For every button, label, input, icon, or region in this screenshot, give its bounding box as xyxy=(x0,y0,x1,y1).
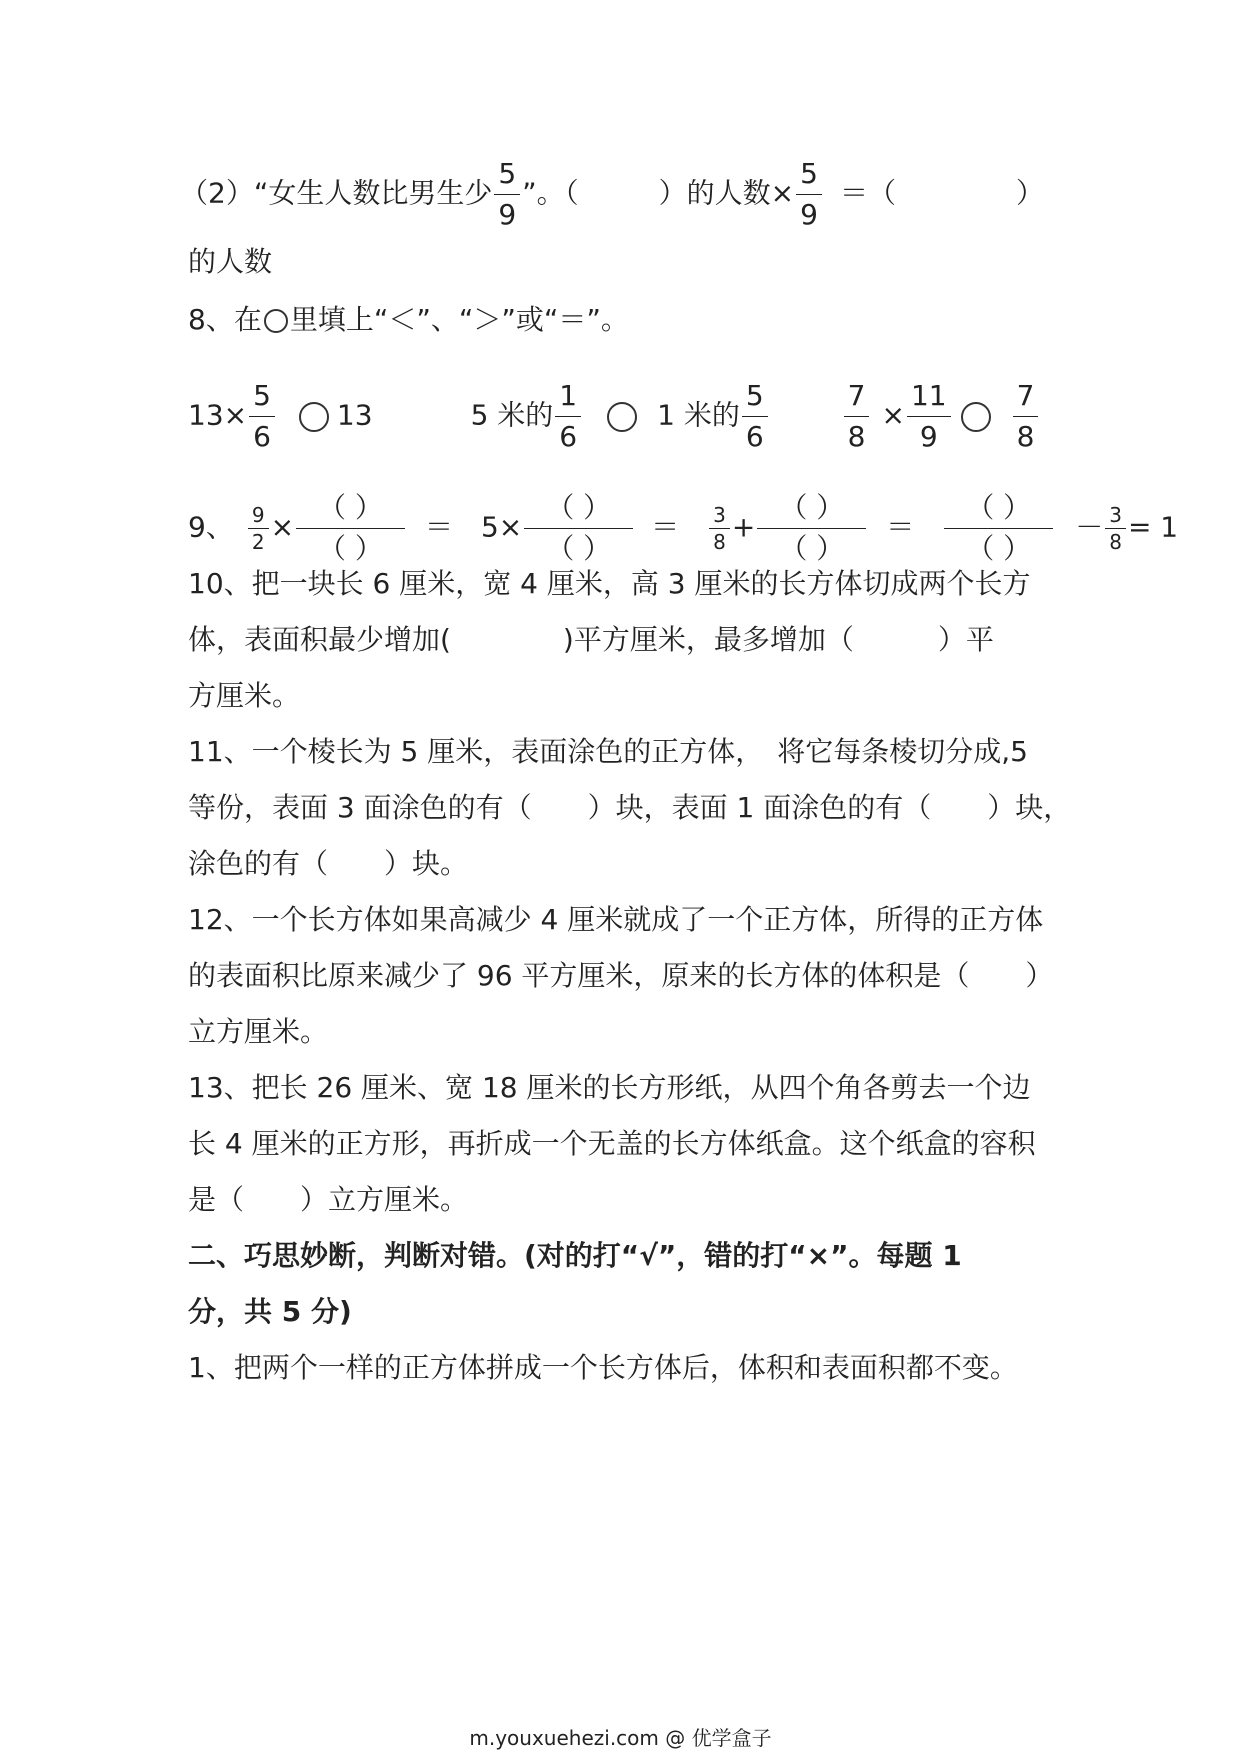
q7-part2: （2）“女生人数比男生少 $\frac{5}{9}$ ”。（ ）的人数× $\frac{5}{9}$ ＝（ ） xyxy=(180,157,1044,231)
fraction: $\frac{5}{6}$ xyxy=(742,382,768,451)
fraction: $\frac{11}{9}$ xyxy=(907,382,951,451)
fraction: $\frac{3}{8}$ xyxy=(709,505,730,552)
q13-line1: 13、把长 26 厘米、宽 18 厘米的长方形纸，从四个角各剪去一个边 xyxy=(188,1071,1031,1104)
fraction: $\frac{7}{8}$ xyxy=(844,382,870,451)
compare-circle[interactable] xyxy=(961,402,991,432)
fraction: $\frac{3}{8}$ xyxy=(1105,505,1126,552)
q12-line1: 12、一个长方体如果高减少 4 厘米就成了一个正方体，所得的正方体 xyxy=(188,903,1044,936)
q12-line2: 的表面积比原来减少了 96 平方厘米，原来的长方体的体积是（ ） xyxy=(188,959,1054,992)
q13-line2: 长 4 厘米的正方形，再折成一个无盖的长方体纸盒。这个纸盒的容积 xyxy=(188,1127,1036,1160)
fraction: $\frac{9}{2}$ xyxy=(248,505,269,552)
footer-watermark: m.youxuehezi.com @ 优学盒子 xyxy=(469,1726,772,1750)
q11-line2: 等份，表面 3 面涂色的有（ ）块，表面 1 面涂色的有（ ）块， xyxy=(188,791,1072,824)
fraction: $\frac{7}{8}$ xyxy=(1013,382,1039,451)
q10-line3: 方厘米。 xyxy=(188,679,301,712)
section2-title-line2: 分，共 5 分) xyxy=(188,1295,352,1328)
blank-fraction[interactable]: $\frac{( )}{( )}$ xyxy=(757,494,866,563)
fraction: $\frac{5}{9}$ xyxy=(796,160,822,229)
q7-prefix: （2）“女生人数比男生少 xyxy=(180,176,493,210)
q11-line1: 11、一个棱长为 5 厘米，表面涂色的正方体， 将它每条棱切分成,5 xyxy=(188,735,1028,768)
blank-fraction[interactable]: $\frac{( )}{( )}$ xyxy=(296,494,405,563)
fraction: $\frac{5}{6}$ xyxy=(249,382,275,451)
s2-question1: 1、把两个一样的正方体拼成一个长方体后，体积和表面积都不变。 xyxy=(188,1351,1018,1384)
q10-line2: 体，表面积最少增加( )平方厘米，最多增加（ ）平 xyxy=(188,623,994,656)
q13-line3: 是（ ）立方厘米。 xyxy=(188,1183,469,1216)
q12-line3: 立方厘米。 xyxy=(188,1015,329,1048)
circle-icon xyxy=(264,309,288,333)
q8-instruction: 8、在 里填上“＜”、“＞”或“＝”。 xyxy=(188,303,629,336)
q11-line3: 涂色的有（ ）块。 xyxy=(188,847,469,880)
compare-circle[interactable] xyxy=(299,402,329,432)
section2-title: 二、巧思妙断，判断对错。(对的打“√”，错的打“×”。每题 1 xyxy=(188,1239,962,1272)
blank-fraction[interactable]: $\frac{( )}{( )}$ xyxy=(944,494,1053,563)
fraction: $\frac{1}{6}$ xyxy=(555,382,581,451)
q7-line2: 的人数 xyxy=(188,245,273,278)
fraction: $\frac{5}{9}$ xyxy=(494,160,520,229)
q8-items: 13× $\frac{5}{6}$ 13 5 米的 $\frac{1}{6}$ 1 米的 $\frac{5}{6}$ $\frac{7}{8}$ × $\frac{11}{9}$ $\frac{7}{8}$ xyxy=(188,382,1040,451)
blank-fraction[interactable]: $\frac{( )}{( )}$ xyxy=(524,494,633,563)
q10-line1: 10、把一块长 6 厘米，宽 4 厘米，高 3 厘米的长方体切成两个长方 xyxy=(188,567,1031,600)
compare-circle[interactable] xyxy=(607,402,637,432)
q9-equation: 9、 $\frac{9}{2}$ × $\frac{( )}{( )}$ ＝ 5× $\frac{( )}{( )}$ ＝ $\frac{3}{8}$ + $\frac{( )}{( )}$ ＝ $\frac{( )}{( )}$ － $\frac{3}{8}$ = 1 xyxy=(188,491,1179,565)
